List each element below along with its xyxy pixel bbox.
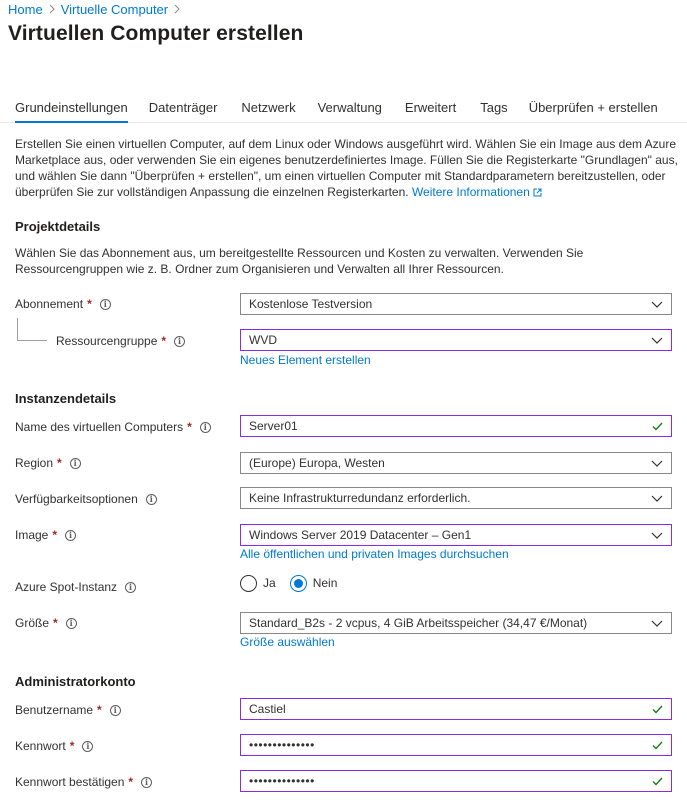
checkmark-icon	[651, 739, 663, 751]
username-input[interactable]: Castiel	[240, 698, 672, 720]
select-size-link[interactable]: Größe auswählen	[240, 635, 335, 649]
intro-description: Erstellen Sie einen virtuellen Computer, auf dem Linux oder Windows ausgeführt wird. Wählen Sie ein Image aus dem Azure Marketplace aus, oder verwenden Sie ein eigenes benutzerdefiniertes Image. Füllen Sie die Registerkarte "Grundlagen" aus, und wählen Sie dann "Überprüfen + erstellen", um einen virtuellen Computer mit Standardparametern bereitzustellen, oder überprüfen Sie zur vollständigen Anpassung die einzelnen Registerkarten.	[15, 137, 678, 199]
radio-circle	[240, 575, 257, 592]
page-title: Virtuellen Computer erstellen	[8, 22, 304, 45]
image-label: Image * i	[15, 527, 76, 543]
spot-radio-group	[240, 574, 337, 592]
chevron-right-icon	[49, 4, 55, 14]
chevron-down-icon	[651, 334, 663, 346]
breadcrumb-home[interactable]: Home	[8, 1, 43, 17]
subscription-label: Abonnement * i	[15, 296, 111, 312]
info-icon[interactable]: i	[82, 741, 93, 752]
chevron-down-icon	[651, 298, 663, 310]
tab-basics[interactable]: Grundeinstellungen	[15, 99, 128, 123]
tab-management[interactable]: Verwaltung	[317, 100, 382, 115]
info-icon[interactable]: i	[146, 494, 157, 505]
required-marker: *	[128, 775, 134, 789]
section-admin-account: Administratorkonto	[15, 674, 136, 689]
required-marker: *	[87, 297, 92, 311]
tree-connector-vertical	[17, 318, 18, 340]
info-icon[interactable]: i	[141, 777, 152, 788]
username-label: Benutzername * i	[15, 702, 121, 718]
confirm-password-input[interactable]: ••••••••••••••	[240, 770, 672, 792]
availability-label: Verfügbarkeitsoptionen i	[15, 491, 157, 507]
learn-more-link[interactable]: Weitere Informationen	[412, 185, 542, 199]
info-icon[interactable]: i	[174, 336, 185, 347]
size-label: Größe * i	[15, 615, 77, 631]
browse-images-link[interactable]: Alle öffentlichen und privaten Images durchsuchen	[240, 547, 509, 561]
subscription-dropdown[interactable]: Kostenlose Testversion	[240, 293, 672, 315]
chevron-right-icon	[174, 4, 180, 14]
password-label: Kennwort * i	[15, 738, 93, 754]
image-dropdown[interactable]: Windows Server 2019 Datacenter – Gen1	[240, 524, 672, 546]
availability-dropdown[interactable]: Keine Infrastrukturredundanz erforderlich.	[240, 487, 672, 509]
create-new-resource-group-link[interactable]: Neues Element erstellen	[240, 353, 371, 367]
region-dropdown[interactable]: (Europe) Europa, Westen	[240, 452, 672, 474]
region-label: Region * i	[15, 455, 81, 471]
checkmark-icon	[651, 703, 663, 715]
tab-advanced[interactable]: Erweitert	[404, 100, 457, 115]
spot-radio-yes[interactable]: Ja	[240, 575, 276, 592]
chevron-down-icon	[651, 529, 663, 541]
tab-bar	[15, 99, 658, 123]
info-icon[interactable]: i	[125, 582, 136, 593]
resource-group-label: Ressourcengruppe * i	[56, 333, 185, 349]
tab-disks[interactable]: Datenträger	[148, 100, 218, 115]
confirm-password-label: Kennwort bestätigen * i	[15, 774, 152, 790]
external-link-icon	[533, 185, 542, 201]
checkmark-icon	[651, 420, 663, 432]
resource-group-dropdown[interactable]: WVD	[240, 329, 672, 351]
info-icon[interactable]: i	[110, 705, 121, 716]
required-marker: *	[69, 739, 75, 753]
breadcrumb	[8, 0, 186, 18]
section-instance-details: Instanzendetails	[15, 391, 117, 406]
required-marker: *	[52, 528, 58, 542]
required-marker: *	[187, 420, 192, 434]
info-icon[interactable]: i	[66, 618, 77, 629]
required-marker: *	[97, 703, 102, 717]
info-icon[interactable]: i	[100, 299, 111, 310]
radio-circle-selected	[290, 575, 307, 592]
info-icon[interactable]: i	[200, 422, 211, 433]
spot-radio-no[interactable]: Nein	[290, 575, 338, 592]
tab-tags[interactable]: Tags	[480, 100, 508, 115]
breadcrumb-virtual-machines[interactable]: Virtuelle Computer	[60, 1, 169, 17]
spot-label: Azure Spot-Instanz i	[15, 579, 136, 595]
chevron-down-icon	[651, 617, 663, 629]
tab-review-create[interactable]: Überprüfen + erstellen	[528, 100, 658, 115]
intro-text	[15, 136, 680, 201]
section-project-details: Projektdetails	[15, 219, 101, 234]
chevron-down-icon	[651, 492, 663, 504]
required-marker: *	[53, 616, 58, 630]
info-icon[interactable]: i	[65, 530, 76, 541]
password-input[interactable]: ••••••••••••••	[240, 734, 672, 756]
required-marker: *	[161, 334, 167, 348]
vm-name-label: Name des virtuellen Computers * i	[15, 419, 211, 435]
chevron-down-icon	[651, 457, 663, 469]
tab-networking[interactable]: Netzwerk	[241, 100, 296, 115]
checkmark-icon	[651, 775, 663, 787]
tree-connector-horizontal	[17, 340, 47, 341]
size-dropdown[interactable]: Standard_B2s - 2 vcpus, 4 GiB Arbeitsspeicher (34,47 €/Monat)	[240, 612, 672, 634]
required-marker: *	[57, 456, 62, 470]
info-icon[interactable]: i	[70, 458, 81, 469]
vm-name-input[interactable]: Server01	[240, 415, 672, 437]
project-description: Wählen Sie das Abonnement aus, um bereitgestellte Ressourcen und Kosten zu verwalten. Verwenden Sie Ressourcengruppen wie z. B. Ordner zum Organisieren und Verwalten all Ihrer Ressourcen.	[15, 246, 584, 276]
